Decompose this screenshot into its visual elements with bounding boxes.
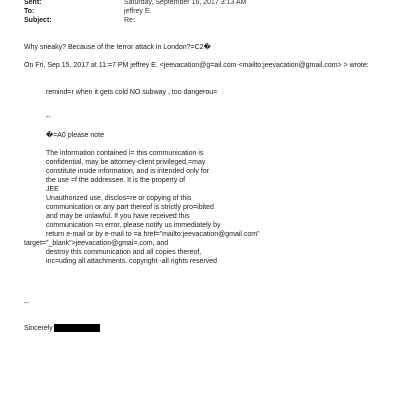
disclaimer-line: destroy this communication and all copies thereof,: [46, 249, 202, 256]
to-value: jeffrey E.: [124, 8, 152, 15]
disclaimer-line: The information contained i= this communication is: [46, 150, 204, 157]
quoted-message: remind=r when it gets cold NO subway , too dangerou=: [46, 89, 218, 96]
disclaimer-line: return e-mail or by e-mail to =a href="mailto:jeevacation@gmail.com": [46, 231, 260, 238]
disclaimer-line: Unauthorized use, disclos=re or copying of this: [46, 195, 192, 202]
sent-value: Saturday, September 16, 2017 3:13 AM: [124, 0, 247, 6]
disclaimer-line: communication or any part thereof is strictly pro=ibited: [46, 204, 214, 211]
disclaimer-line: constitute inside information, and is intended only for: [46, 168, 210, 175]
subject-value: Re:: [124, 17, 135, 24]
quote-separator: --: [46, 114, 51, 121]
disclaimer-line: communication =n error, please notify us immediately by: [46, 222, 221, 229]
redaction-block: [54, 324, 100, 332]
disclaimer-line: confidential, may be attorney-client privileged,=may: [46, 159, 206, 166]
please-note: �=A0 please note: [46, 132, 104, 139]
subject-label: Subject:: [24, 17, 52, 24]
sent-label: Sent:: [24, 0, 42, 6]
disclaimer-line: target="_blank">jeevacation@gmai=.com, and: [24, 240, 169, 247]
disclaimer-line: and may be unlawful. If you have received this: [46, 213, 190, 220]
disclaimer-line: inc=uding all attachments. copyright -all rights reserved: [46, 258, 218, 265]
reply-line: Why sneaky? Because of the terror attack in London?=C2�: [24, 44, 211, 51]
quote-intro: On Fri, Sep 15, 2017 at 11:=7 PM jeffrey E. <jeevacation@g=ail.com <mailto:jeevacation@gmail.com> > wrote:: [24, 62, 369, 69]
sign-off: Sincerely: [24, 325, 53, 332]
signature-separator: --: [24, 300, 29, 307]
disclaimer-line: JEE: [46, 186, 59, 193]
disclaimer-line: the use =f the addressee. It is the property of: [46, 177, 186, 184]
to-label: To:: [24, 8, 35, 15]
